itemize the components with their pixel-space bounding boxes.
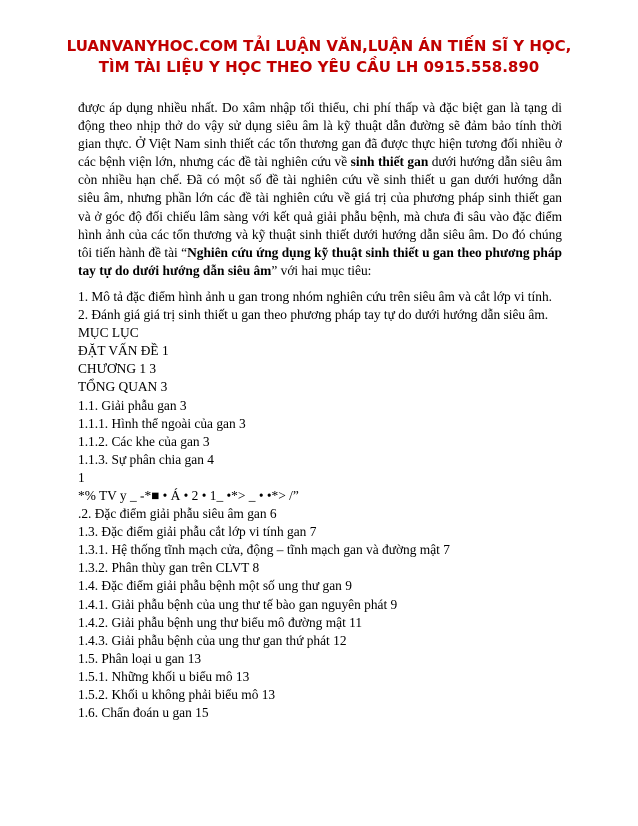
toc-item: 1.1. Giải phẫu gan 3 bbox=[78, 397, 187, 413]
toc-item: 1.3.2. Phân thùy gan trên CLVT 8 bbox=[78, 560, 260, 576]
toc-item: 1.1.1. Hình thể ngoài của gan 3 bbox=[78, 415, 246, 431]
document-body bbox=[78, 99, 562, 722]
toc-title: MỤC LỤC bbox=[78, 325, 139, 341]
toc-item: *% TV y _ -*■ • Á • 2 • 1_ •*> _ • •*> /” bbox=[78, 487, 299, 503]
toc-item: 1.5.1. Những khối u biểu mô 13 bbox=[78, 668, 250, 684]
toc-item: 1.1.2. Các khe của gan 3 bbox=[78, 433, 210, 449]
toc-item: 1.4.3. Giải phẫu bệnh của ung thư gan thứ phát 12 bbox=[78, 632, 347, 648]
toc-item: 1.4. Đặc điểm giải phẫu bệnh một số ung thư gan 9 bbox=[78, 578, 352, 594]
intro-text-1: được áp dụng nhiều nhất. Do xâm nhập tối thiểu, chi phí thấp và đặc biệt gan là tạng di động theo nhịp thở do vậy sử dụng siêu âm là kỹ thuật dẫn đường sẽ đảm bảo tính thời gian thực. Ở Việt Nam sinh thiết các tổn thương gan đã được thực hiện tương đối nhiều ở các bệnh viện lớn, nhưng các đề tài nghiên cứu về bbox=[78, 100, 562, 170]
toc-item: 1.3.1. Hệ thống tĩnh mạch cửa, động – tĩnh mạch gan và đường mật 7 bbox=[78, 542, 450, 558]
toc-item: 1 bbox=[78, 469, 85, 485]
toc-item: 1.3. Đặc điểm giải phẫu cắt lớp vi tính gan 7 bbox=[78, 524, 317, 540]
toc-item: 1.6. Chẩn đoán u gan 15 bbox=[78, 705, 209, 721]
toc-item: 1.5. Phân loại u gan 13 bbox=[78, 650, 202, 666]
toc-item: 1.4.2. Giải phẫu bệnh ung thư biểu mô đường mật 11 bbox=[78, 614, 363, 630]
objective-item: 2. Đánh giá giá trị sinh thiết u gan theo phương pháp tay tự do dưới hướng dẫn siêu âm. bbox=[78, 307, 549, 323]
toc-item: CHƯƠNG 1 3 bbox=[78, 361, 157, 377]
page-header bbox=[0, 36, 638, 78]
intro-paragraph bbox=[78, 99, 562, 280]
toc-item: 1.5.2. Khối u không phải biểu mô 13 bbox=[78, 687, 276, 702]
thesis-title: Nghiên cứu ứng dụng kỹ thuật sinh thiết u gan theo phương pháp tay tự do dưới hướng dẫn siêu âm bbox=[78, 244, 562, 278]
table-of-contents bbox=[78, 324, 562, 722]
toc-item: 1.1.3. Sự phân chia gan 4 bbox=[78, 451, 214, 467]
intro-text-2: dưới hướng dẫn siêu âm còn nhiều hạn chế. Đã có một số đề tài nghiên cứu về sinh thiết u gan dưới hướng dẫn siêu âm, nhưng phần lớn các đề tài nghiên cứu về giá trị của phương pháp sinh thiết gan và ở góc độ đối chiếu lâm sàng với kết quả giải phẫu bệnh, mà chưa đi sâu vào đặc điểm hình ảnh của các tổn thương và kỹ thuật sinh thiết dưới hướng dẫn siêu âm. Do đó chúng tôi tiến hành đề tài “ bbox=[78, 154, 562, 260]
toc-item: ĐẶT VẤN ĐỀ 1 bbox=[78, 343, 169, 359]
toc-item: TỔNG QUAN 3 bbox=[78, 379, 168, 395]
header-line-2: TÌM TÀI LIỆU Y HỌC THEO YÊU CẦU LH 0915.558.890 bbox=[98, 58, 540, 76]
objectives-list bbox=[78, 288, 562, 324]
intro-text-3: ” với hai mục tiêu: bbox=[271, 262, 372, 278]
header-line-1: LUANVANYHOC.COM TẢI LUẬN VĂN,LUẬN ÁN TIẾN SĨ Y HỌC, bbox=[66, 37, 572, 55]
objective-item: 1. Mô tả đặc điểm hình ảnh u gan trong nhóm nghiên cứu trên siêu âm và cắt lớp vi tính. bbox=[78, 288, 552, 304]
intro-bold-1: sinh thiết gan bbox=[350, 154, 429, 170]
toc-item: .2. Đặc điểm giải phẫu siêu âm gan 6 bbox=[78, 506, 277, 522]
toc-item: 1.4.1. Giải phẫu bệnh của ung thư tế bào gan nguyên phát 9 bbox=[78, 596, 398, 612]
